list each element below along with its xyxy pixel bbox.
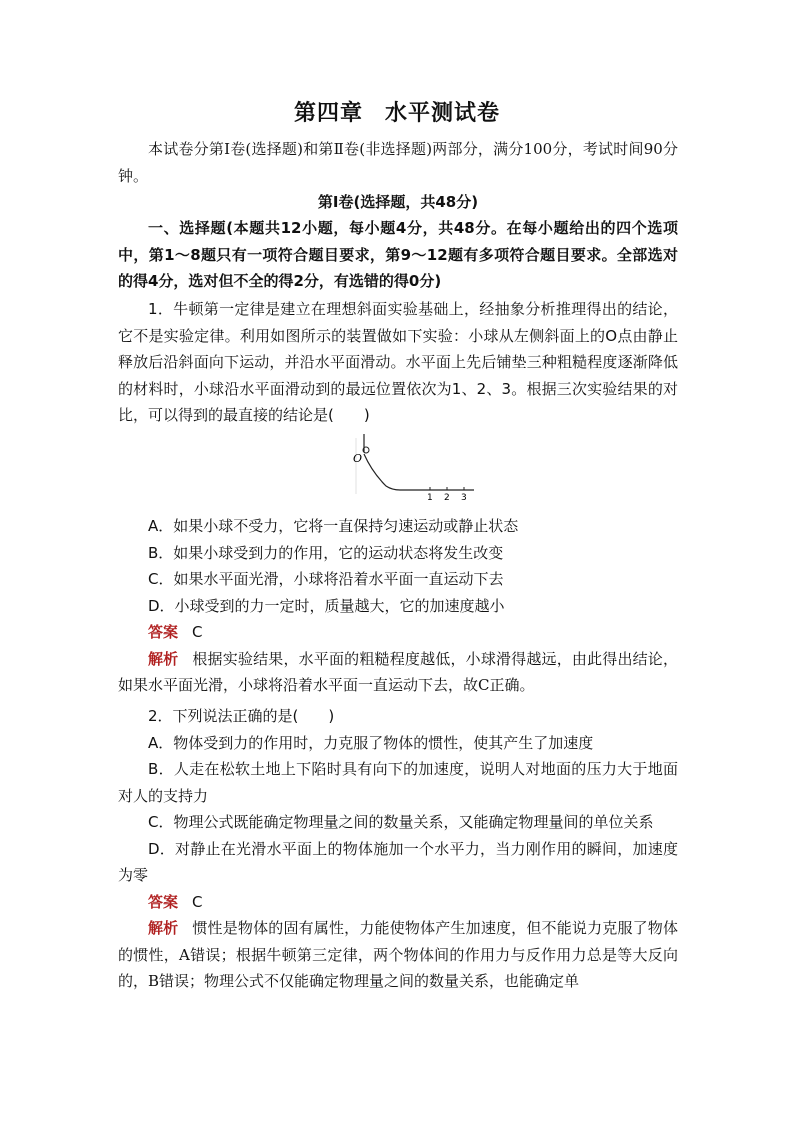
analysis-paragraph: [118, 915, 678, 995]
answer-line: [118, 889, 678, 916]
analysis-label: 解析: [148, 649, 179, 668]
option-d: D．对静止在光滑水平面上的物体施加一个水平力，当力刚作用的瞬间，加速度为零: [118, 839, 678, 884]
question-1-options: [118, 513, 678, 699]
question-1-stem: 1．牛顿第一定律是建立在理想斜面实验基础上，经抽象分析推理得出的结论，它不是实验定律。利用如图所示的装置做如下实验：小球从左侧斜面上的O点由静止释放后沿斜面向下运动，并沿水平面滑动。水平面上先后铺垫三种粗糙程度逐渐降低的材料时，小球沿水平面滑动到的最远位置依次为1、2、3。根据三次实验结果的对比，可以得到的最直接的结论是( ): [118, 300, 678, 424]
mark-3-label: 3: [461, 493, 467, 503]
option-a: A．如果小球不受力，它将一直保持匀速运动或静止状态: [148, 517, 519, 535]
incline-track: [364, 434, 474, 490]
option-d: D．小球受到的力一定时，质量越大，它的加速度越小: [148, 596, 505, 615]
question-2: [118, 703, 678, 995]
instruction-lead: 一、选择题: [148, 219, 227, 237]
answer-line: [118, 619, 678, 646]
question-2-stem: 2．下列说法正确的是( ): [148, 707, 335, 725]
mark-2-label: 2: [444, 493, 450, 503]
option-b: B．人走在松软土地上下陷时具有向下的加速度，说明人对地面的压力大于地面对人的支持力: [118, 760, 678, 805]
section-heading: 第Ⅰ卷(选择题，共48分): [317, 193, 479, 211]
chapter-label: 第四章: [293, 101, 363, 126]
analysis-label: 解析: [148, 919, 179, 937]
answer-value: C: [192, 623, 203, 641]
instruction-paragraph: [118, 215, 678, 295]
point-o-label: O: [353, 452, 363, 465]
option-c: C．物理公式既能确定物理量之间的数量关系，又能确定物理量间的单位关系: [148, 813, 654, 831]
page-title: [0, 96, 794, 127]
instruction-text: (本题共12小题，每小题4分，共48分。在每小题给出的四个选项中，第1～8题只有一项符合题目要求，第9～12题有多项符合题目要求。全部选对的得4分，选对但不全的得2分，有选错的得0分): [118, 219, 678, 290]
incline-diagram: [350, 434, 480, 506]
analysis-text: 根据实验结果，水平面的粗糙程度越低，小球滑得越远，由此得出结论，如果水平面光滑，小球将沿着水平面一直运动下去，故C正确。: [118, 649, 678, 694]
option-c: C．如果水平面光滑，小球将沿着水平面一直运动下去: [148, 570, 504, 588]
analysis-text: 惯性是物体的固有属性，力能使物体产生加速度，但不能说力克服了物体的惯性，A错误；根据牛顿第三定律，两个物体间的作用力与反作用力总是等大反向的，B错误；物理公式不仅能确定物理量之间的数量关系，也能确定单: [118, 919, 678, 990]
option-b: B．如果小球受到力的作用，它的运动状态将发生改变: [148, 543, 504, 562]
analysis-paragraph: [118, 646, 678, 699]
option-a: A．物体受到力的作用时，力克服了物体的惯性，使其产生了加速度: [148, 733, 594, 752]
answer-label: 答案: [148, 623, 179, 641]
answer-label: 答案: [148, 892, 179, 911]
answer-value: C: [192, 892, 203, 911]
test-title: 水平测试卷: [385, 101, 501, 126]
intro-paragraph: 本试卷分第Ⅰ卷(选择题)和第Ⅱ卷(非选择题)两部分，满分100分，考试时间90分钟。: [118, 140, 678, 185]
mark-1-label: 1: [427, 493, 433, 503]
